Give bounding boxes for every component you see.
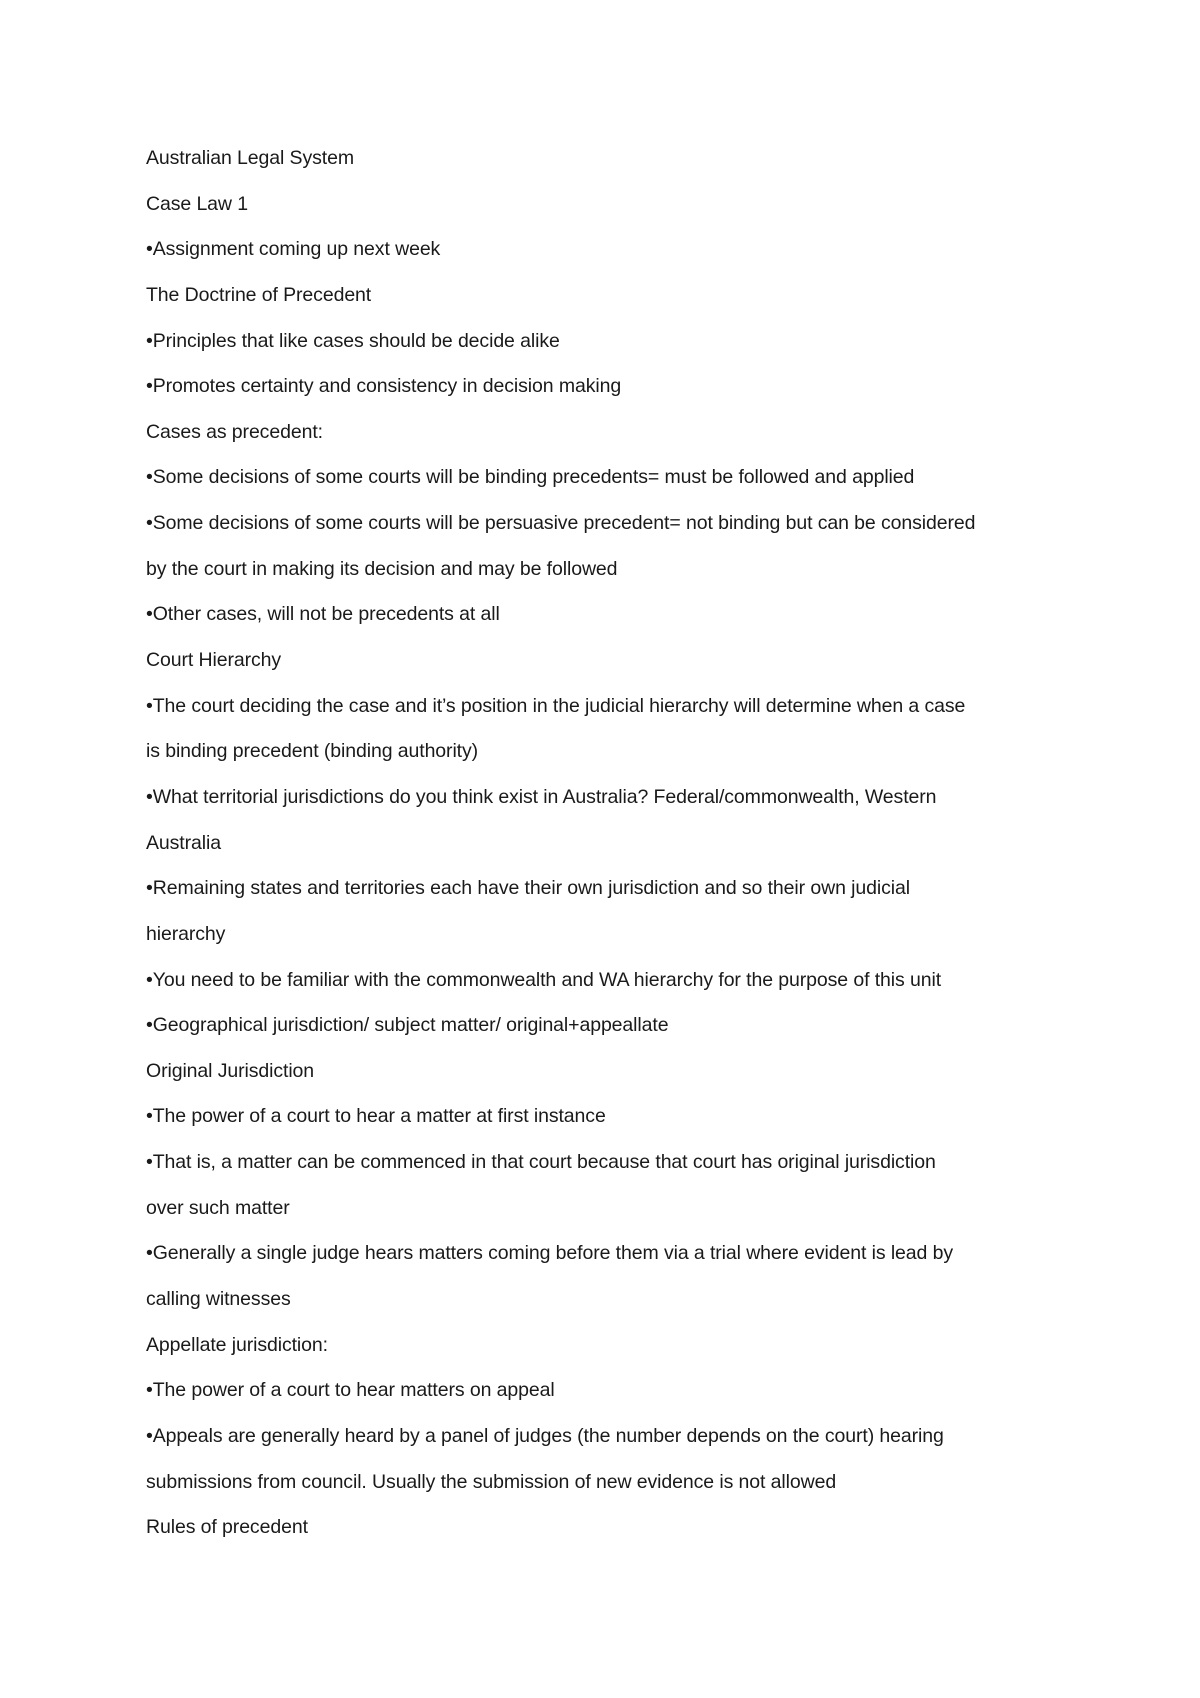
text-line: Cases as precedent:	[146, 420, 323, 443]
text-line: Rules of precedent	[146, 1516, 308, 1539]
bullet-line: •Some decisions of some courts will be binding precedents= must be followed and applied	[146, 466, 915, 489]
text-line: The Doctrine of Precedent	[146, 283, 372, 306]
text-line: Case Law 1	[146, 192, 248, 215]
bullet-line: •Assignment coming up next week	[146, 238, 441, 261]
bullet-line: •You need to be familiar with the commonwealth and WA hierarchy for the purpose of this unit	[146, 968, 942, 991]
text-line: by the court in making its decision and may be followed	[146, 557, 618, 580]
document-body	[146, 143, 1046, 1558]
text-line: over such matter	[146, 1196, 290, 1219]
bullet-line: •The court deciding the case and it’s position in the judicial hierarchy will determine when a case	[146, 694, 966, 717]
text-line: Original Jurisdiction	[146, 1059, 315, 1082]
bullet-line: •Principles that like cases should be decide alike	[146, 329, 560, 352]
text-line: submissions from council. Usually the submission of new evidence is not allowed	[146, 1470, 837, 1493]
bullet-line: •Remaining states and territories each have their own jurisdiction and so their own judicial	[146, 877, 910, 900]
bullet-line: •Other cases, will not be precedents at all	[146, 603, 500, 626]
text-line: calling witnesses	[146, 1288, 291, 1311]
text-line: Appellate jurisdiction:	[146, 1333, 328, 1356]
bullet-line: •The power of a court to hear a matter at first instance	[146, 1105, 606, 1128]
text-line: is binding precedent (binding authority)	[146, 740, 479, 763]
text-line: hierarchy	[146, 922, 226, 945]
bullet-line: •What territorial jurisdictions do you think exist in Australia? Federal/commonwealth, Western	[146, 785, 937, 808]
bullet-line: •Geographical jurisdiction/ subject matter/ original+appeallate	[146, 1014, 669, 1037]
bullet-line: •Some decisions of some courts will be persuasive precedent= not binding but can be considered	[146, 512, 976, 535]
bullet-line: •Generally a single judge hears matters coming before them via a trial where evident is lead by	[146, 1242, 953, 1265]
bullet-line: •The power of a court to hear matters on appeal	[146, 1379, 555, 1402]
bullet-line: •Promotes certainty and consistency in decision making	[146, 375, 622, 398]
bullet-line: •That is, a matter can be commenced in that court because that court has original jurisdiction	[146, 1151, 936, 1174]
text-line: Australian Legal System	[146, 147, 354, 169]
text-line: Australia	[146, 831, 221, 854]
text-line: Court Hierarchy	[146, 649, 282, 672]
bullet-line: •Appeals are generally heard by a panel of judges (the number depends on the court) hearing	[146, 1424, 944, 1447]
